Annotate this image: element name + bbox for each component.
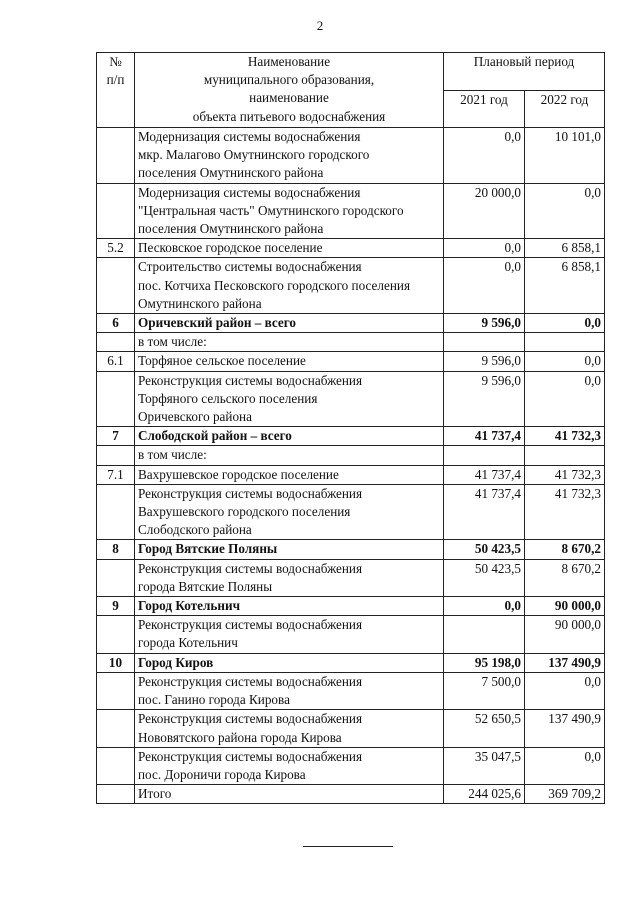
row-number: 10 [97, 653, 135, 672]
row-value-2022: 0,0 [525, 371, 605, 427]
row-value-2022: 41 732,3 [525, 427, 605, 446]
table-row [97, 559, 605, 596]
row-name: в том числе: [135, 446, 444, 465]
row-number [97, 616, 135, 653]
row-value-2021: 9 596,0 [444, 314, 525, 333]
row-number [97, 183, 135, 239]
row-value-2022: 0,0 [525, 747, 605, 784]
row-value-2022: 0,0 [525, 672, 605, 709]
table-row [97, 710, 605, 747]
row-name: Вахрушевское городское поселение [135, 465, 444, 484]
table-body [97, 128, 605, 804]
row-value-2021: 41 737,4 [444, 427, 525, 446]
table-row [97, 333, 605, 352]
table-row [97, 427, 605, 446]
row-name: Реконструкция системы водоснабжения Торфяного сельского поселения Оричевского района [135, 371, 444, 427]
row-number [97, 371, 135, 427]
row-number: 7.1 [97, 465, 135, 484]
row-name: Реконструкция системы водоснабжения Нововятского района города Кирова [135, 710, 444, 747]
row-name: Реконструкция системы водоснабжения города Котельнич [135, 616, 444, 653]
row-number: 6 [97, 314, 135, 333]
table-row [97, 446, 605, 465]
table-row [97, 672, 605, 709]
row-value-2021: 0,0 [444, 258, 525, 314]
row-number: 7 [97, 427, 135, 446]
row-name: Оричевский район – всего [135, 314, 444, 333]
row-name: Город Вятские Поляны [135, 540, 444, 559]
row-name: Песковское городское поселение [135, 239, 444, 258]
row-value-2021 [444, 616, 525, 653]
table-row [97, 239, 605, 258]
header-period: Плановый период [444, 53, 605, 91]
row-number: 9 [97, 597, 135, 616]
row-value-2021: 41 737,4 [444, 465, 525, 484]
row-number [97, 785, 135, 804]
row-value-2021: 9 596,0 [444, 371, 525, 427]
row-number: 5.2 [97, 239, 135, 258]
table-row [97, 484, 605, 540]
row-value-2022: 369 709,2 [525, 785, 605, 804]
row-value-2021: 35 047,5 [444, 747, 525, 784]
row-number [97, 484, 135, 540]
row-value-2022: 0,0 [525, 183, 605, 239]
page-number: 2 [316, 18, 324, 33]
row-value-2021: 50 423,5 [444, 540, 525, 559]
row-value-2021: 95 198,0 [444, 653, 525, 672]
row-name: Город Котельнич [135, 597, 444, 616]
row-number [97, 446, 135, 465]
row-value-2021: 20 000,0 [444, 183, 525, 239]
row-name: Реконструкция системы водоснабжения города Вятские Поляны [135, 559, 444, 596]
row-value-2021: 7 500,0 [444, 672, 525, 709]
row-value-2022: 10 101,0 [525, 128, 605, 184]
header-num: № п/п [97, 53, 135, 128]
table-row [97, 183, 605, 239]
row-value-2021 [444, 446, 525, 465]
row-name: Слободской район – всего [135, 427, 444, 446]
table-row [97, 314, 605, 333]
row-value-2022: 6 858,1 [525, 239, 605, 258]
table-row [97, 540, 605, 559]
row-value-2022: 8 670,2 [525, 559, 605, 596]
row-value-2021: 41 737,4 [444, 484, 525, 540]
header-name: Наименование муниципального образования, наименование объекта питьевого водоснабжения [135, 53, 444, 128]
row-value-2022 [525, 446, 605, 465]
row-name: Реконструкция системы водоснабжения пос. Ганино города Кирова [135, 672, 444, 709]
row-value-2022: 6 858,1 [525, 258, 605, 314]
row-name: Реконструкция системы водоснабжения Вахрушевского городского поселения Слободского района [135, 484, 444, 540]
row-value-2022: 90 000,0 [525, 597, 605, 616]
row-number: 6.1 [97, 352, 135, 371]
row-value-2022: 90 000,0 [525, 616, 605, 653]
row-name: Строительство системы водоснабжения пос. Котчиха Песковского городского поселения Омутнинского района [135, 258, 444, 314]
row-value-2021: 244 025,6 [444, 785, 525, 804]
table-row [97, 371, 605, 427]
table-row [97, 785, 605, 804]
row-name: Город Киров [135, 653, 444, 672]
table-row [97, 597, 605, 616]
row-value-2022 [525, 333, 605, 352]
header-year-2022: 2022 год [525, 91, 605, 128]
table-row [97, 258, 605, 314]
row-value-2021: 52 650,5 [444, 710, 525, 747]
row-value-2021: 9 596,0 [444, 352, 525, 371]
table-row [97, 128, 605, 184]
row-name: Итого [135, 785, 444, 804]
row-name: Торфяное сельское поселение [135, 352, 444, 371]
row-name: в том числе: [135, 333, 444, 352]
row-number [97, 747, 135, 784]
row-number [97, 559, 135, 596]
row-value-2022: 8 670,2 [525, 540, 605, 559]
row-name: Модернизация системы водоснабжения "Центральная часть" Омутнинского городского поселения Омутнинского района [135, 183, 444, 239]
row-number [97, 258, 135, 314]
row-number [97, 672, 135, 709]
row-number: 8 [97, 540, 135, 559]
row-value-2022: 0,0 [525, 314, 605, 333]
footer-divider [303, 846, 393, 847]
row-value-2021: 0,0 [444, 597, 525, 616]
row-number [97, 710, 135, 747]
row-name: Модернизация системы водоснабжения мкр. Малагово Омутнинского городского поселения Омутнинского района [135, 128, 444, 184]
table-row [97, 747, 605, 784]
row-value-2021 [444, 333, 525, 352]
row-value-2022: 41 732,3 [525, 465, 605, 484]
row-value-2021: 0,0 [444, 239, 525, 258]
row-value-2021: 50 423,5 [444, 559, 525, 596]
table-row [97, 352, 605, 371]
row-value-2022: 0,0 [525, 352, 605, 371]
table-row [97, 653, 605, 672]
row-number [97, 128, 135, 184]
table-row [97, 616, 605, 653]
row-name: Реконструкция системы водоснабжения пос. Дороничи города Кирова [135, 747, 444, 784]
row-value-2022: 137 490,9 [525, 653, 605, 672]
row-value-2021: 0,0 [444, 128, 525, 184]
water-supply-plan-table [96, 52, 605, 804]
row-number [97, 333, 135, 352]
row-value-2022: 41 732,3 [525, 484, 605, 540]
table-header [97, 53, 605, 128]
header-year-2021: 2021 год [444, 91, 525, 128]
table-row [97, 465, 605, 484]
row-value-2022: 137 490,9 [525, 710, 605, 747]
